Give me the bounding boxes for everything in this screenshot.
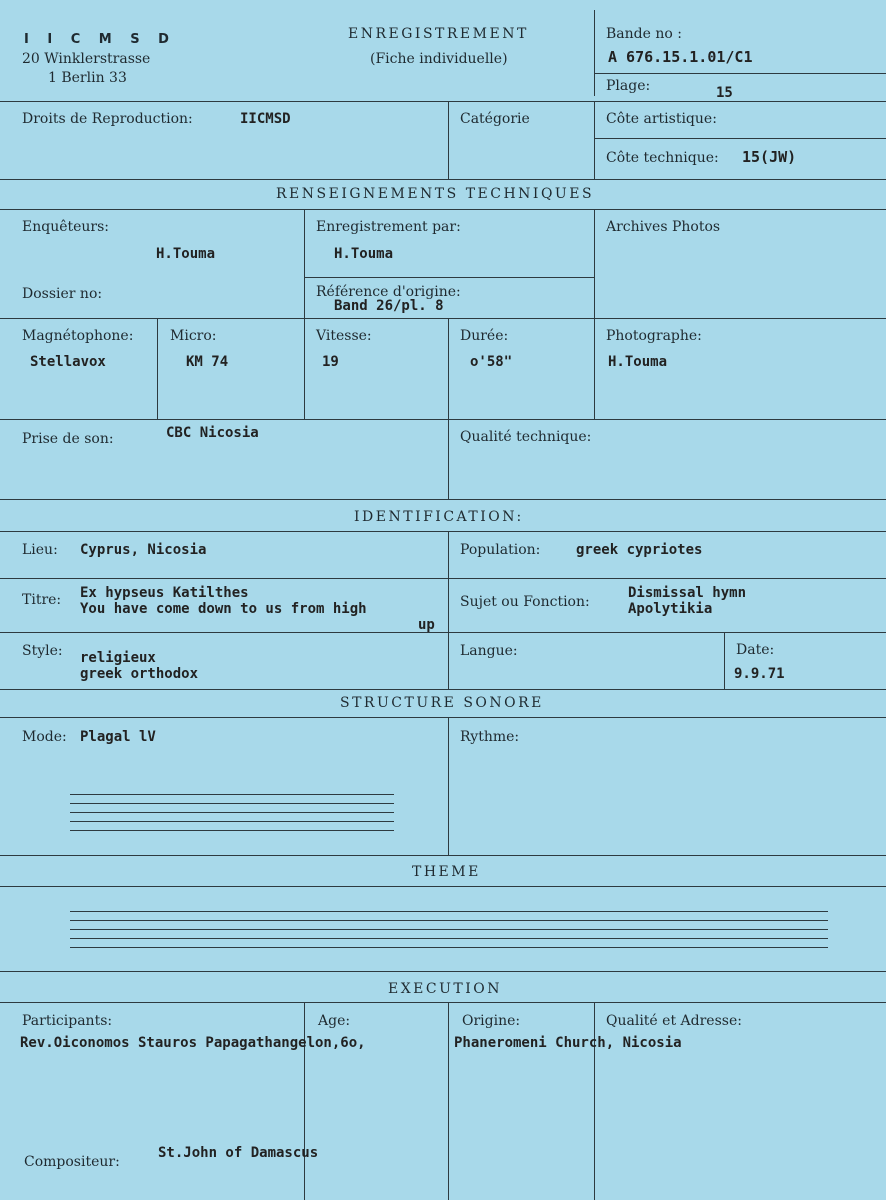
style-line-2: greek orthodox bbox=[80, 666, 199, 682]
rule bbox=[0, 578, 886, 579]
rule bbox=[0, 971, 886, 972]
magnetophone-value: Stellavox bbox=[30, 354, 106, 370]
titre-line-2: You have come down to us from high bbox=[80, 601, 367, 617]
reference-value: Band 26/pl. 8 bbox=[334, 298, 444, 314]
titre-line-1: Ex hypseus Katilthes bbox=[80, 585, 249, 601]
micro-value: KM 74 bbox=[186, 354, 229, 370]
categorie-label: Catégorie bbox=[460, 111, 530, 127]
mode-label: Mode: bbox=[22, 729, 67, 745]
enqueteurs-value: H.Touma bbox=[156, 246, 216, 262]
rule bbox=[594, 209, 595, 419]
sujet-line-1: Dismissal hymn bbox=[628, 585, 747, 601]
photographe-value: H.Touma bbox=[608, 354, 668, 370]
card-title: ENREGISTREMENT bbox=[348, 26, 529, 42]
participants-value: Rev.Oiconomos Stauros Papagathangelon,6o, bbox=[20, 1035, 366, 1051]
rule bbox=[594, 10, 595, 96]
cote-technique-value: 15(JW) bbox=[742, 148, 797, 166]
enregistrement-par-label: Enregistrement par: bbox=[316, 219, 461, 235]
rule bbox=[157, 318, 158, 419]
reference-label: Référence d'origine: bbox=[316, 284, 461, 300]
rule bbox=[304, 1002, 305, 1200]
prise-de-son-label: Prise de son: bbox=[22, 431, 114, 447]
plage-value: 15 bbox=[716, 85, 733, 101]
staff-line bbox=[70, 947, 828, 948]
section-title-identification: IDENTIFICATION: bbox=[354, 509, 524, 525]
style-line-1: religieux bbox=[80, 650, 156, 666]
plage-label: Plage: bbox=[606, 78, 651, 94]
duree-value: o'58" bbox=[470, 354, 513, 370]
population-label: Population: bbox=[460, 542, 541, 558]
staff-line bbox=[70, 794, 394, 795]
rule bbox=[0, 531, 886, 532]
style-label: Style: bbox=[22, 643, 63, 659]
origine-value: Phaneromeni Church, Nicosia bbox=[454, 1035, 682, 1051]
micro-label: Micro: bbox=[170, 328, 217, 344]
lieu-label: Lieu: bbox=[22, 542, 58, 558]
rule bbox=[448, 1002, 449, 1200]
compositeur-label: Compositeur: bbox=[24, 1154, 120, 1170]
lieu-value: Cyprus, Nicosia bbox=[80, 542, 207, 558]
rule bbox=[594, 1002, 595, 1200]
rule bbox=[448, 531, 449, 689]
rule bbox=[0, 209, 886, 210]
date-value: 9.9.71 bbox=[734, 666, 785, 682]
rule bbox=[0, 101, 886, 102]
rule bbox=[724, 632, 725, 689]
rule bbox=[448, 717, 449, 855]
bande-value: A 676.15.1.01/C1 bbox=[608, 48, 753, 66]
titre-label: Titre: bbox=[22, 592, 62, 608]
qualite-adresse-label: Qualité et Adresse: bbox=[606, 1013, 742, 1029]
archives-photos-label: Archives Photos bbox=[606, 219, 721, 235]
mode-value: Plagal lV bbox=[80, 729, 156, 745]
rule bbox=[0, 855, 886, 856]
titre-line-3: up bbox=[418, 617, 435, 633]
staff-line bbox=[70, 821, 394, 822]
rule bbox=[0, 632, 886, 633]
population-value: greek cypriotes bbox=[576, 542, 703, 558]
langue-label: Langue: bbox=[460, 643, 518, 659]
compositeur-value: St.John of Damascus bbox=[158, 1145, 319, 1161]
dossier-label: Dossier no: bbox=[22, 286, 103, 302]
sujet-line-2: Apolytikia bbox=[628, 601, 713, 617]
sujet-label: Sujet ou Fonction: bbox=[460, 594, 590, 610]
staff-line bbox=[70, 812, 394, 813]
origine-label: Origine: bbox=[462, 1013, 521, 1029]
magnetophone-label: Magnétophone: bbox=[22, 328, 134, 344]
rule bbox=[448, 101, 449, 179]
vitesse-value: 19 bbox=[322, 354, 339, 370]
staff-line bbox=[70, 911, 828, 912]
rule bbox=[0, 717, 886, 718]
rule bbox=[448, 419, 449, 499]
rule bbox=[0, 179, 886, 180]
staff-line bbox=[70, 830, 394, 831]
rule bbox=[448, 318, 449, 419]
section-title-technique: RENSEIGNEMENTS TECHNIQUES bbox=[276, 186, 595, 202]
address-line-1: 20 Winklerstrasse bbox=[22, 51, 151, 67]
date-label: Date: bbox=[736, 642, 775, 658]
staff-line bbox=[70, 803, 394, 804]
rule bbox=[304, 277, 594, 278]
rule bbox=[0, 419, 886, 420]
rule bbox=[594, 73, 886, 74]
section-title-execution: EXECUTION bbox=[388, 981, 503, 997]
rule bbox=[0, 1002, 886, 1003]
prise-de-son-value: CBC Nicosia bbox=[166, 425, 259, 441]
rule bbox=[594, 101, 595, 179]
cote-artistique-label: Côte artistique: bbox=[606, 111, 717, 127]
rythme-label: Rythme: bbox=[460, 729, 520, 745]
address-line-2: 1 Berlin 33 bbox=[48, 70, 127, 86]
staff-line bbox=[70, 929, 828, 930]
rule bbox=[594, 138, 886, 139]
rule bbox=[0, 318, 886, 319]
rule bbox=[0, 499, 886, 500]
rule bbox=[0, 886, 886, 887]
section-title-theme: THEME bbox=[412, 864, 481, 880]
photographe-label: Photographe: bbox=[606, 328, 702, 344]
bande-label: Bande no : bbox=[606, 26, 682, 42]
rule bbox=[304, 209, 305, 419]
droits-label: Droits de Reproduction: bbox=[22, 111, 193, 127]
cote-technique-label: Côte technique: bbox=[606, 150, 719, 166]
enqueteurs-label: Enquêteurs: bbox=[22, 219, 110, 235]
qualite-technique-label: Qualité technique: bbox=[460, 429, 592, 445]
duree-label: Durée: bbox=[460, 328, 509, 344]
rule bbox=[0, 689, 886, 690]
staff-line bbox=[70, 938, 828, 939]
participants-label: Participants: bbox=[22, 1013, 113, 1029]
droits-value: IICMSD bbox=[240, 111, 291, 127]
enregistrement-par-value: H.Touma bbox=[334, 246, 394, 262]
staff-line bbox=[70, 920, 828, 921]
vitesse-label: Vitesse: bbox=[316, 328, 372, 344]
card-subtitle: (Fiche individuelle) bbox=[370, 51, 508, 67]
section-title-structure: STRUCTURE SONORE bbox=[340, 695, 544, 711]
org-logo: I I C M S D bbox=[24, 32, 176, 47]
age-label: Age: bbox=[318, 1013, 351, 1029]
